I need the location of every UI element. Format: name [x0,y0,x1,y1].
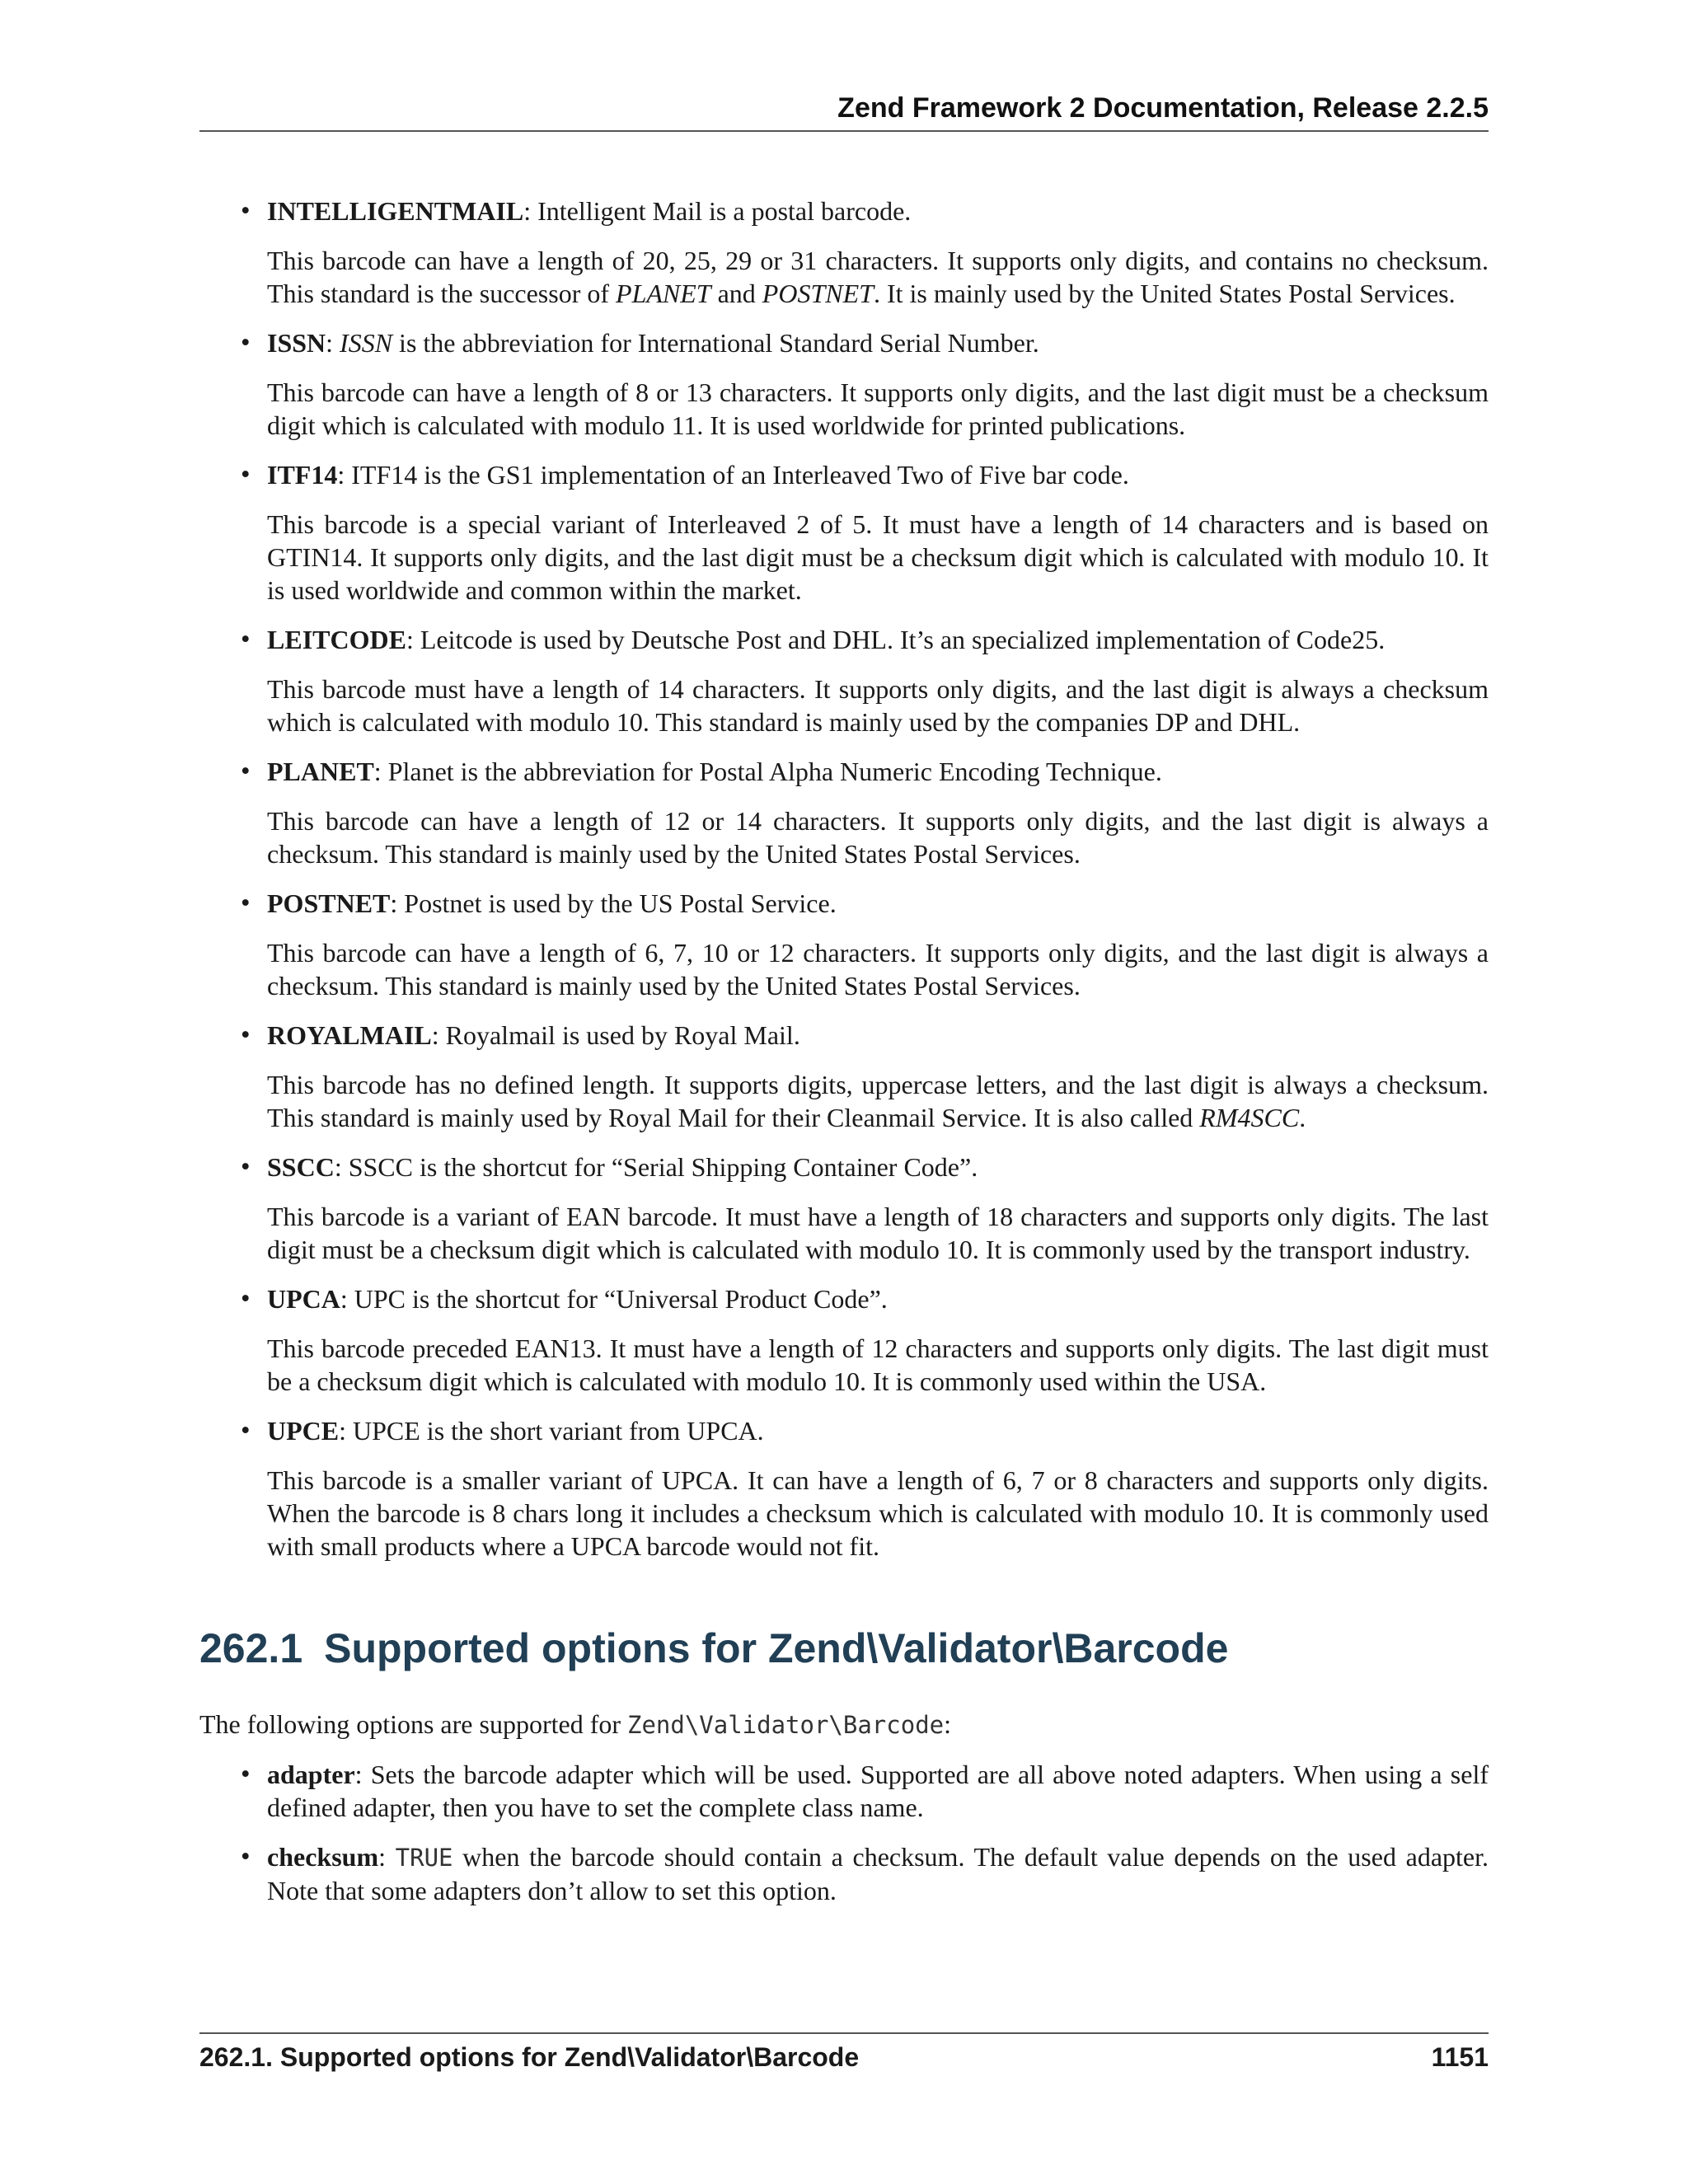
section-title: Supported options for Zend\Validator\Barcode [324,1625,1229,1671]
adapter-summary [267,1151,1489,1183]
adapter-term: ISSN [267,328,326,358]
bullet: • [241,1760,251,1789]
list-item-itf14 [199,458,1489,607]
adapter-summary-text: : UPCE is the short variant from UPCA. [339,1416,764,1446]
option-text: when the barcode should contain a checksum. The default value depends on the used adapter. Note that some adapters don’t allow to set this option. [267,1842,1489,1905]
adapter-description: This barcode is a special variant of Interleaved 2 of 5. It must have a length of 14 characters and is based on GTIN14. It supports only digits, and the last digit must be a checksum digit which is calculated with modulo 10. It is used worldwide and common within the market. [267,509,1489,605]
adapter-summary [267,1414,1489,1447]
adapter-description: This barcode is a variant of EAN barcode. It must have a length of 18 characters and supports only digits. The last digit must be a checksum digit which is calculated with modulo 10. It is commonly used by the transport industry. [267,1202,1489,1264]
section-number: 262.1 [199,1625,303,1671]
desc-text: This barcode can have a length of 20, 25, 29 or 31 characters. It supports only digits, and contains no checksum. This standard is the successor of [267,246,1489,308]
desc-emphasis: POSTNET [762,279,874,308]
adapter-description: This barcode can have a length of 6, 7, 10 or 12 characters. It supports only digits, and the last digit is always a checksum. This standard is mainly used by the United States Postal Services. [267,938,1489,1001]
adapter-term: SSCC [267,1152,335,1182]
adapter-term: ROYALMAIL [267,1020,432,1050]
bullet: • [241,888,251,918]
adapter-term: INTELLIGENTMAIL [267,196,524,226]
adapter-term: POSTNET [267,888,391,918]
adapter-summary-text: : SSCC is the shortcut for “Serial Shipping Container Code”. [334,1152,978,1182]
list-item-upca [199,1282,1489,1398]
adapter-list [199,194,1489,1563]
adapter-description: This barcode can have a length of 12 or 14 characters. It supports only digits, and the last digit is always a checksum. This standard is mainly used by the United States Postal Services. [267,806,1489,869]
adapter-description [267,1068,1489,1134]
page-number: 1151 [1431,2042,1489,2072]
running-header: Zend Framework 2 Documentation, Release 2.2.5 [837,92,1489,124]
option-text: : Sets the barcode adapter which will be used. Supported are all above noted adapters. When using a self defined adapter, then you have to set the complete class name. [267,1760,1489,1822]
list-item-sscc [199,1151,1489,1266]
adapter-summary [267,1019,1489,1052]
adapter-term: UPCA [267,1284,340,1314]
section-heading [199,1622,1489,1675]
adapter-summary-text: is the abbreviation for International Standard Serial Number. [392,328,1039,358]
options-list [199,1758,1489,1907]
adapter-description [267,244,1489,310]
option-description [267,1840,1489,1907]
option-code: TRUE [395,1844,453,1872]
adapter-term: ITF14 [267,460,338,490]
header-rule [199,130,1489,132]
option-item-adapter [199,1758,1489,1824]
bullet: • [241,1020,251,1050]
adapter-summary-text: : Planet is the abbreviation for Postal Alpha Numeric Encoding Technique. [373,757,1162,786]
list-item-intelligentmail [199,194,1489,310]
adapter-description: This barcode can have a length of 8 or 13 characters. It supports only digits, and the last digit must be a checksum digit which is calculated with modulo 11. It is used worldwide for printed publications. [267,377,1489,440]
adapter-summary-text: : Royalmail is used by Royal Mail. [431,1020,800,1050]
adapter-term: UPCE [267,1416,340,1446]
list-item-upce [199,1414,1489,1563]
document-page [199,0,1489,2184]
adapter-summary-emphasis: ISSN [340,328,393,358]
adapter-term: PLANET [267,757,374,786]
adapter-summary [267,194,1489,227]
desc-emphasis: RM4SCC [1199,1103,1300,1132]
adapter-summary [267,887,1489,920]
adapter-summary-text: : Leitcode is used by Deutsche Post and DHL. It’s an specialized implementation of Code25. [406,625,1386,654]
footer-section-title: 262.1. Supported options for Zend\Validator\Barcode [199,2042,860,2072]
bullet: • [241,460,251,490]
option-description [267,1758,1489,1824]
page-content [199,194,1489,1924]
adapter-term: LEITCODE [267,625,406,654]
list-item-postnet [199,887,1489,1002]
adapter-summary [267,1282,1489,1315]
intro-text: The following options are supported for [199,1709,627,1739]
desc-text: . It is mainly used by the United States Postal Services. [873,279,1456,308]
adapter-summary: ISSN: ISSN is the abbreviation for International Standard Serial Number. [267,328,1039,358]
desc-text: . [1299,1103,1306,1132]
desc-emphasis: PLANET [616,279,711,308]
bullet: • [241,757,251,786]
list-item-royalmail [199,1019,1489,1134]
intro-text: : [944,1709,951,1739]
bullet: • [241,328,251,358]
bullet: • [241,1152,251,1182]
list-item-issn [199,326,1489,442]
option-text: : [378,1842,396,1872]
option-term: adapter [267,1760,355,1789]
section-intro [199,1708,1489,1741]
bullet: • [241,625,251,654]
bullet: • [241,1416,251,1446]
adapter-summary [267,623,1489,656]
intro-code: Zend\Validator\Barcode [627,1711,945,1739]
bullet: • [241,1284,251,1314]
desc-text: and [710,279,762,308]
adapter-description: This barcode preceded EAN13. It must have a length of 12 characters and supports only digits. The last digit must be a checksum digit which is calculated with modulo 10. It is commonly used within the USA. [267,1333,1489,1396]
list-item-planet [199,755,1489,870]
list-item-leitcode [199,623,1489,738]
adapter-summary [267,755,1489,788]
option-item-checksum [199,1840,1489,1907]
adapter-summary-text: : ITF14 is the GS1 implementation of an Interleaved Two of Five bar code. [337,460,1129,490]
adapter-summary-text: : Postnet is used by the US Postal Service. [390,888,837,918]
adapter-summary-text: : UPC is the shortcut for “Universal Product Code”. [340,1284,888,1314]
adapter-description: This barcode is a smaller variant of UPCA. It can have a length of 6, 7 or 8 characters and supports only digits. When the barcode is 8 chars long it includes a checksum which is calculated with modulo 10. It is commonly used with small products where a UPCA barcode would not fit. [267,1465,1489,1561]
desc-text: This barcode has no defined length. It supports digits, uppercase letters, and the last digit is always a checksum. This standard is mainly used by Royal Mail for their Cleanmail Service. It is also called [267,1070,1489,1132]
bullet: • [241,196,251,226]
option-term: checksum [267,1842,379,1872]
adapter-description: This barcode must have a length of 14 characters. It supports only digits, and the last digit is always a checksum which is calculated with modulo 10. This standard is mainly used by the companies DP and DHL. [267,674,1489,737]
adapter-summary [267,458,1489,491]
adapter-summary-text: : Intelligent Mail is a postal barcode. [523,196,912,226]
bullet: • [241,1842,251,1872]
footer-rule [199,2032,1489,2034]
